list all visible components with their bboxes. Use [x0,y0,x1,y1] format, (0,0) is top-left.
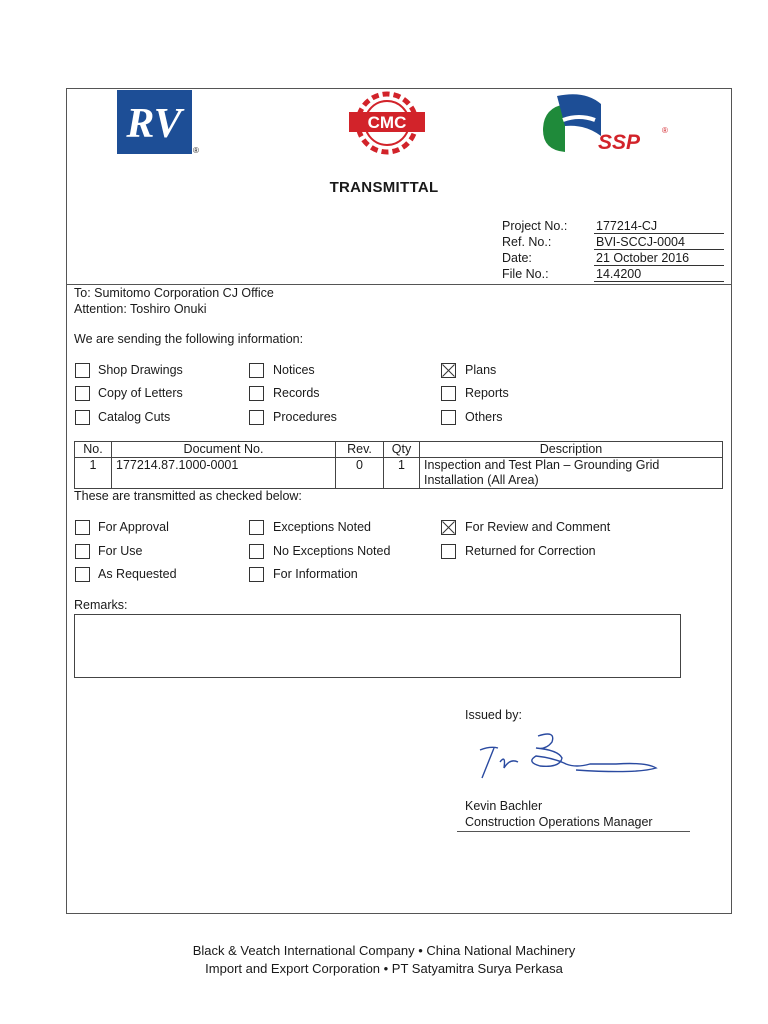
table-header-row [75,442,723,458]
project-no-label: Project No.: [502,219,568,233]
label-for-information: For Information [273,567,358,581]
issuer-name: Kevin Bachler [465,799,543,813]
header-divider [66,284,732,285]
sending-intro: We are sending the following information: [74,332,304,346]
recipient-to: To: Sumitomo Corporation CJ Office [74,286,274,300]
checkbox-for-use[interactable] [75,544,90,559]
documents-table [74,441,723,489]
label-for-review-and-comment: For Review and Comment [465,520,611,534]
label-plans: Plans [465,363,497,377]
cmc-logo [344,90,430,156]
label-returned-for-correction: Returned for Correction [465,544,596,558]
checkbox-as-requested[interactable] [75,567,90,582]
date-value: 21 October 2016 [594,251,724,266]
checkbox-reports[interactable] [441,386,456,401]
remarks-field[interactable] [74,614,681,678]
label-others: Others [465,410,503,424]
label-procedures: Procedures [273,410,337,424]
svg-text:CMC: CMC [367,113,407,132]
project-no-value: 177214-CJ [594,219,724,234]
page-title: TRANSMITTAL [329,179,439,196]
date-label: Date: [502,251,532,265]
label-reports: Reports [465,386,509,400]
col-header-no: No. [75,442,112,458]
checkbox-for-information[interactable] [249,567,264,582]
issued-by-label: Issued by: [465,708,522,722]
cell-no: 1 [75,458,112,489]
checkbox-returned-for-correction[interactable] [441,544,456,559]
label-for-approval: For Approval [98,520,169,534]
ssp-registered-mark: ® [662,126,668,135]
issuer-position: Construction Operations Manager [465,815,653,829]
checkbox-for-approval[interactable] [75,520,90,535]
col-header-rev: Rev. [336,442,384,458]
table-row [75,458,723,489]
footer-line-1: Black & Veatch International Company • China National Machinery [192,943,576,958]
checkbox-shop-drawings[interactable] [75,363,90,378]
checkbox-procedures[interactable] [249,410,264,425]
recipient-attention: Attention: Toshiro Onuki [74,302,207,316]
label-exceptions-noted: Exceptions Noted [273,520,371,534]
ssp-logo-text: SSP [598,131,641,154]
checkbox-catalog-cuts[interactable] [75,410,90,425]
cell-rev: 0 [336,458,384,489]
ref-no-value: BVI-SCCJ-0004 [594,235,724,250]
checkbox-notices[interactable] [249,363,264,378]
label-for-use: For Use [98,544,143,558]
checkbox-no-exceptions-noted[interactable] [249,544,264,559]
bv-registered-mark: ® [193,146,199,155]
col-header-qty: Qty [384,442,420,458]
label-shop-drawings: Shop Drawings [98,363,183,377]
ssp-logo-mark [535,90,605,156]
label-records: Records [273,386,320,400]
checkbox-exceptions-noted[interactable] [249,520,264,535]
checkbox-plans[interactable] [441,363,456,378]
label-copy-of-letters: Copy of Letters [98,386,183,400]
checkbox-others[interactable] [441,410,456,425]
file-no-label: File No.: [502,267,549,281]
signature [466,728,662,784]
bv-logo [117,90,192,154]
remarks-label: Remarks: [74,598,128,612]
checkbox-copy-of-letters[interactable] [75,386,90,401]
cell-description: Inspection and Test Plan – Grounding Grid Installation (All Area) [420,458,723,489]
label-no-exceptions-noted: No Exceptions Noted [273,544,391,558]
checkbox-for-review-and-comment[interactable] [441,520,456,535]
label-as-requested: As Requested [98,567,177,581]
col-header-description: Description [420,442,723,458]
label-notices: Notices [273,363,315,377]
checkbox-records[interactable] [249,386,264,401]
label-catalog-cuts: Catalog Cuts [98,410,171,424]
file-no-value: 14.4200 [594,267,724,282]
footer-line-2: Import and Export Corporation • PT Satyamitra Surya Perkasa [205,961,563,976]
signature-underline [457,831,690,832]
col-header-document-no: Document No. [112,442,336,458]
svg-text:RV: RV [126,101,182,147]
transmit-intro: These are transmitted as checked below: [74,489,302,503]
cell-document-no: 177214.87.1000-0001 [112,458,336,489]
cell-qty: 1 [384,458,420,489]
ref-no-label: Ref. No.: [502,235,552,249]
